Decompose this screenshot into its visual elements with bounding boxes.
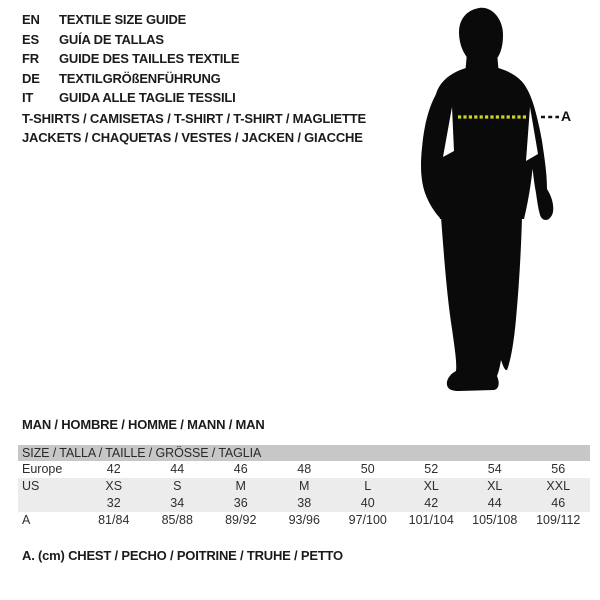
table-cell: 34 bbox=[170, 496, 185, 510]
table-row-chest-a bbox=[18, 512, 590, 529]
language-row bbox=[22, 10, 239, 30]
footnote-chest-legend: A. (cm) CHEST / PECHO / POITRINE / TRUHE / PETTO bbox=[22, 548, 343, 563]
table-cell: XL bbox=[487, 479, 503, 493]
table-cell: 81/84 bbox=[98, 513, 130, 527]
language-code: IT bbox=[22, 90, 34, 105]
table-cell: 40 bbox=[360, 496, 375, 510]
language-code: DE bbox=[22, 70, 40, 86]
table-cell: 56 bbox=[551, 462, 566, 476]
language-code: EN bbox=[22, 12, 40, 27]
table-cell: 93/96 bbox=[288, 513, 320, 527]
figure bbox=[400, 5, 570, 395]
language-title: TEXTILE SIZE GUIDE bbox=[59, 12, 187, 27]
language-title: GUIDA ALLE TAGLIE TESSILI bbox=[59, 90, 236, 105]
table-cell: 36 bbox=[233, 496, 248, 510]
table-cell: S bbox=[173, 479, 182, 493]
table-cell: 44 bbox=[170, 462, 185, 476]
table-cell: 97/100 bbox=[348, 513, 387, 527]
size-table bbox=[18, 445, 590, 529]
table-row-us bbox=[18, 478, 590, 495]
table-cell: 46 bbox=[233, 462, 248, 476]
category-list bbox=[22, 109, 366, 147]
row-label bbox=[18, 495, 82, 512]
language-list bbox=[22, 10, 239, 108]
language-code: ES bbox=[22, 31, 39, 47]
language-row bbox=[22, 49, 239, 69]
table-cell: 105/108 bbox=[472, 513, 518, 527]
size-table-header: SIZE / TALLA / TAILLE / GRÖSSE / TAGLIA bbox=[18, 445, 590, 461]
table-cell: 38 bbox=[297, 496, 312, 510]
language-title: GUIDE DES TAILLES TEXTILE bbox=[59, 51, 240, 66]
table-cell: M bbox=[299, 479, 310, 493]
table-cell: 46 bbox=[551, 496, 566, 510]
language-row bbox=[22, 69, 239, 89]
table-cell: 50 bbox=[360, 462, 375, 476]
language-row bbox=[22, 30, 239, 50]
language-row bbox=[22, 88, 239, 108]
section-title-man: MAN / HOMBRE / HOMME / MANN / MAN bbox=[22, 417, 265, 432]
table-row-numeric bbox=[18, 495, 590, 512]
table-cell: XXL bbox=[546, 479, 571, 493]
table-cell: 42 bbox=[106, 462, 121, 476]
man-silhouette bbox=[400, 5, 570, 395]
table-cell: 54 bbox=[487, 462, 502, 476]
table-cell: 52 bbox=[424, 462, 439, 476]
table-cell: 44 bbox=[487, 496, 502, 510]
man-body-shape bbox=[421, 8, 553, 391]
row-label: A bbox=[22, 513, 31, 527]
table-row-europe bbox=[18, 461, 590, 478]
language-title: GUÍA DE TALLAS bbox=[59, 31, 164, 47]
table-cell: 89/92 bbox=[225, 513, 257, 527]
language-title: TEXTILGRÖßENFÜHRUNG bbox=[59, 70, 221, 86]
table-cell: 32 bbox=[106, 496, 121, 510]
table-cell: 48 bbox=[297, 462, 312, 476]
measure-label-a: A bbox=[561, 108, 572, 124]
table-cell: 101/104 bbox=[408, 513, 454, 527]
table-cell: XL bbox=[423, 479, 439, 493]
category-tshirts: T-SHIRTS / CAMISETAS / T-SHIRT / T-SHIRT / MAGLIETTE bbox=[22, 111, 366, 126]
table-cell: XS bbox=[105, 479, 123, 493]
table-cell: 85/88 bbox=[161, 513, 193, 527]
row-label: US bbox=[22, 479, 40, 493]
legs-shape bbox=[441, 217, 522, 391]
table-cell: M bbox=[235, 479, 246, 493]
table-cell: L bbox=[364, 479, 372, 493]
row-label: Europe bbox=[22, 462, 63, 476]
table-cell: 109/112 bbox=[536, 513, 581, 527]
language-code: FR bbox=[22, 51, 39, 66]
category-jackets: JACKETS / CHAQUETAS / VESTES / JACKEN / GIACCHE bbox=[22, 130, 363, 145]
table-cell: 42 bbox=[424, 496, 439, 510]
